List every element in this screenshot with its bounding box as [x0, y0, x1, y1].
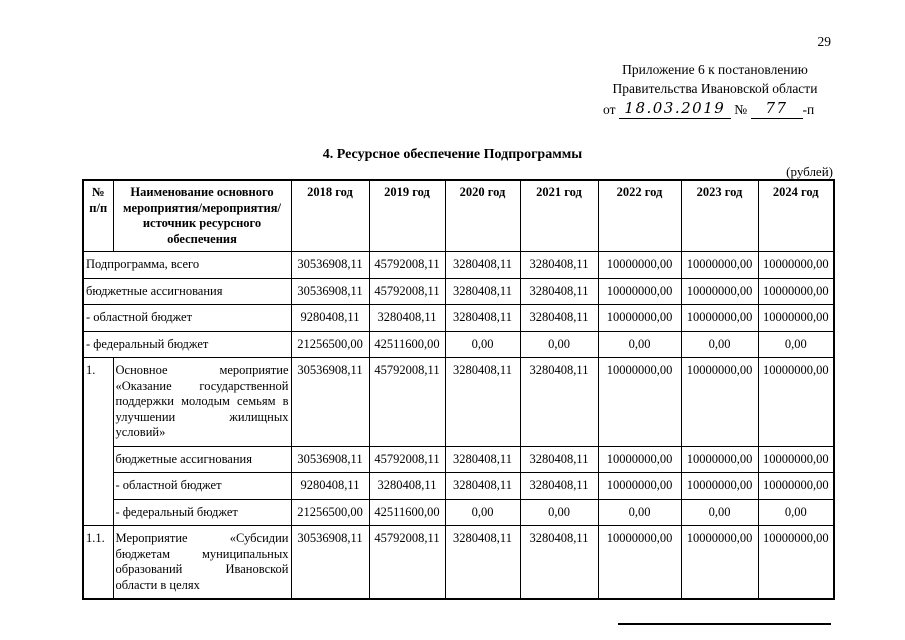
column-header: 2023 год: [681, 180, 758, 252]
value-cell: 10000000,00: [758, 473, 834, 500]
value-cell: 10000000,00: [598, 473, 681, 500]
value-cell: 42511600,00: [369, 331, 445, 358]
column-header: 2021 год: [520, 180, 598, 252]
value-cell: 3280408,11: [520, 446, 598, 473]
value-cell: 3280408,11: [520, 252, 598, 279]
column-header: 2018 год: [291, 180, 369, 252]
value-cell: 0,00: [520, 499, 598, 526]
column-header: № п/п: [83, 180, 113, 252]
value-cell: 0,00: [758, 331, 834, 358]
value-cell: 30536908,11: [291, 446, 369, 473]
annex-line-2: Правительства Ивановской области: [612, 81, 818, 96]
value-cell: 3280408,11: [445, 358, 520, 447]
column-header: 2019 год: [369, 180, 445, 252]
column-header: 2022 год: [598, 180, 681, 252]
table-row: [83, 278, 834, 305]
value-cell: 3280408,11: [445, 278, 520, 305]
value-cell: 10000000,00: [598, 278, 681, 305]
value-cell: 3280408,11: [520, 305, 598, 332]
value-cell: 3280408,11: [445, 252, 520, 279]
row-label-cell: бюджетные ассигнования: [113, 446, 291, 473]
value-cell: 30536908,11: [291, 278, 369, 305]
footer-line-fragment: [618, 623, 831, 625]
value-cell: 10000000,00: [598, 526, 681, 600]
value-cell: 3280408,11: [369, 473, 445, 500]
value-cell: 0,00: [445, 331, 520, 358]
row-label-cell: Основное мероприятие «Оказание государственной поддержки молодым семьям в улучшении жилищных условий»: [113, 358, 291, 447]
value-cell: 10000000,00: [681, 358, 758, 447]
value-cell: 3280408,11: [520, 473, 598, 500]
value-cell: 10000000,00: [681, 305, 758, 332]
table-row: [83, 473, 834, 500]
table-row: [83, 499, 834, 526]
currency-note: (рублей): [786, 164, 833, 179]
column-header: 2024 год: [758, 180, 834, 252]
value-cell: 0,00: [520, 331, 598, 358]
value-cell: 0,00: [681, 331, 758, 358]
value-cell: 10000000,00: [598, 358, 681, 447]
value-cell: 45792008,11: [369, 278, 445, 305]
row-number-cell: 1.1.: [83, 526, 113, 600]
value-cell: 3280408,11: [520, 278, 598, 305]
row-label-cell: - областной бюджет: [113, 473, 291, 500]
value-cell: 10000000,00: [758, 526, 834, 600]
date-prefix: от: [603, 102, 616, 117]
value-cell: 30536908,11: [291, 358, 369, 447]
row-label-cell: Подпрограмма, всего: [83, 252, 291, 279]
row-label-cell: бюджетные ассигнования: [83, 278, 291, 305]
value-cell: 42511600,00: [369, 499, 445, 526]
value-cell: 9280408,11: [291, 305, 369, 332]
column-header: 2020 год: [445, 180, 520, 252]
value-cell: 0,00: [758, 499, 834, 526]
value-cell: 10000000,00: [681, 473, 758, 500]
table-row: [83, 446, 834, 473]
number-suffix: -п: [802, 102, 815, 117]
resource-table: [82, 179, 835, 600]
annex-date-line: [595, 99, 835, 119]
value-cell: 10000000,00: [598, 252, 681, 279]
value-cell: 30536908,11: [291, 252, 369, 279]
value-cell: 10000000,00: [681, 252, 758, 279]
value-cell: 21256500,00: [291, 499, 369, 526]
table-row: [83, 252, 834, 279]
row-label-cell: - федеральный бюджет: [83, 331, 291, 358]
value-cell: 3280408,11: [445, 473, 520, 500]
value-cell: 45792008,11: [369, 252, 445, 279]
table-row: [83, 305, 834, 332]
section-title: 4. Ресурсное обеспечение Подпрограммы: [322, 147, 583, 162]
row-number-cell: 1.: [83, 358, 113, 526]
value-cell: 3280408,11: [445, 446, 520, 473]
value-cell: 10000000,00: [681, 526, 758, 600]
value-cell: 0,00: [681, 499, 758, 526]
value-cell: 10000000,00: [758, 252, 834, 279]
value-cell: 0,00: [445, 499, 520, 526]
value-cell: 3280408,11: [520, 526, 598, 600]
value-cell: 9280408,11: [291, 473, 369, 500]
value-cell: 0,00: [598, 331, 681, 358]
row-label-cell: - федеральный бюджет: [113, 499, 291, 526]
annex-block: [595, 60, 835, 119]
value-cell: 30536908,11: [291, 526, 369, 600]
value-cell: 10000000,00: [598, 305, 681, 332]
value-cell: 3280408,11: [520, 358, 598, 447]
value-cell: 10000000,00: [598, 446, 681, 473]
column-header: Наименование основного мероприятия/мероприятия/ источник ресурсного обеспечения: [113, 180, 291, 252]
page-number: 29: [817, 34, 831, 49]
value-cell: 10000000,00: [758, 278, 834, 305]
table-row: [83, 358, 834, 447]
row-label-cell: Мероприятие «Субсидии бюджетам муниципальных образований Ивановской области в целях: [113, 526, 291, 600]
value-cell: 10000000,00: [758, 358, 834, 447]
value-cell: 21256500,00: [291, 331, 369, 358]
value-cell: 3280408,11: [445, 526, 520, 600]
value-cell: 10000000,00: [681, 278, 758, 305]
handwritten-date: 18.03.2019: [619, 99, 731, 119]
value-cell: 10000000,00: [758, 305, 834, 332]
value-cell: 10000000,00: [681, 446, 758, 473]
value-cell: 0,00: [598, 499, 681, 526]
value-cell: 10000000,00: [758, 446, 834, 473]
annex-line-1: Приложение 6 к постановлению: [622, 62, 808, 77]
table-header-row: [83, 180, 834, 252]
value-cell: 3280408,11: [369, 305, 445, 332]
value-cell: 45792008,11: [369, 446, 445, 473]
table-row: [83, 331, 834, 358]
table-row: [83, 526, 834, 600]
value-cell: 45792008,11: [369, 358, 445, 447]
value-cell: 3280408,11: [445, 305, 520, 332]
row-label-cell: - областной бюджет: [83, 305, 291, 332]
number-sign: №: [734, 102, 748, 117]
handwritten-number: 77: [751, 99, 803, 119]
value-cell: 45792008,11: [369, 526, 445, 600]
